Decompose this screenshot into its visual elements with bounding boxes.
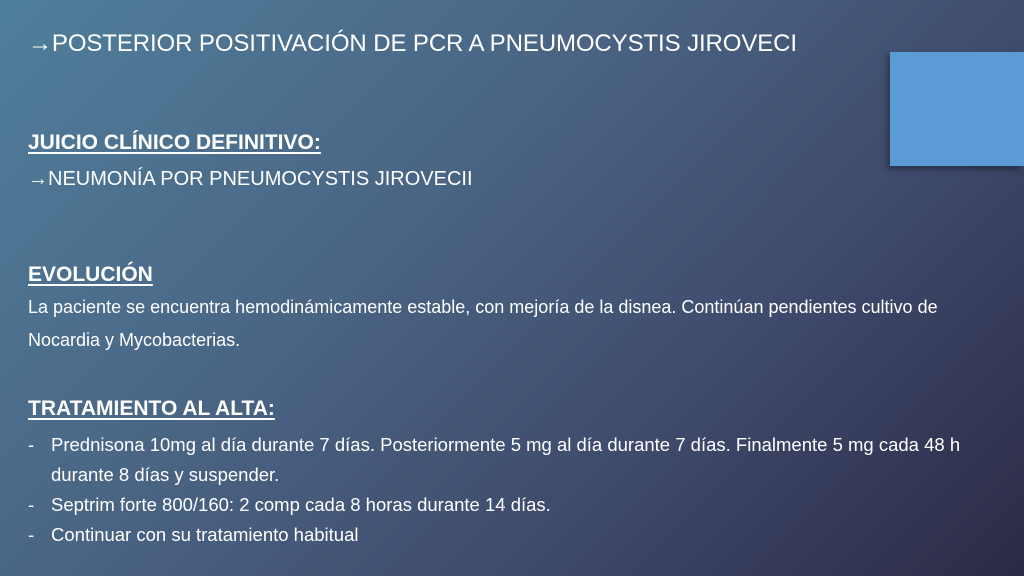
heading-text: POSTERIOR POSITIVACIÓN DE PCR A PNEUMOCYSTIS JIROVECI: [51, 30, 797, 57]
right-arrow-icon: →: [28, 30, 52, 57]
treatment-item-text: Prednisona 10mg al día durante 7 días. Posteriormente 5 mg al día durante 7 días. Finalmente 5 mg cada 48 h durante 8 días y suspender.: [51, 434, 961, 485]
treatment-item-text: Continuar con su tratamiento habitual: [51, 524, 359, 545]
treatment-item: [28, 430, 988, 490]
treatment-item: [28, 520, 988, 550]
evolution-title: EVOLUCIÓN: [28, 263, 153, 286]
list-bullet: -: [28, 494, 35, 515]
treatment-title: TRATAMIENTO AL ALTA:: [28, 397, 275, 420]
list-bullet: -: [28, 434, 35, 455]
right-arrow-icon: →: [28, 168, 48, 190]
treatment-item: [28, 490, 988, 520]
accent-square: [890, 52, 1024, 166]
heading-line: [28, 30, 797, 58]
treatment-list: [28, 430, 988, 550]
evolution-text: La paciente se encuentra hemodinámicamente estable, con mejoría de la disnea. Continúan pendientes cultivo de Nocardia y Mycobacterias.: [28, 297, 938, 350]
treatment-item-text: Septrim forte 800/160: 2 comp cada 8 horas durante 14 días.: [51, 494, 551, 515]
diagnosis-line: [28, 168, 473, 191]
list-bullet: -: [28, 524, 35, 545]
diagnosis-title: JUICIO CLÍNICO DEFINITIVO:: [28, 131, 321, 154]
diagnosis-text: NEUMONÍA POR PNEUMOCYSTIS JIROVECII: [48, 168, 473, 190]
